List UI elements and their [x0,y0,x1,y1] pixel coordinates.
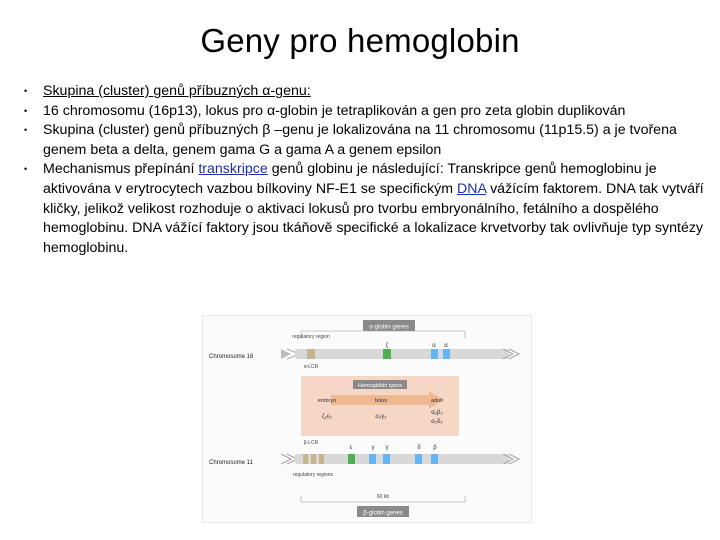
adult-label: adult [431,398,443,404]
bullet-beta-part1: Skupina [43,122,95,139]
zeta-gene-block [383,349,391,359]
delta-gene-block [415,454,422,464]
slide-title: Geny pro hemoglobin [200,22,520,59]
bullet-alpha-cluster [24,82,708,102]
chromosome11-label: Chromosome 11 [209,460,253,466]
alpha-cluster-label: α-globin genes [369,324,409,331]
gamma1-gene-block [369,454,376,464]
fetus-chains: α₂γ₂ [375,414,387,420]
embryo-chains: ζ₂ε₂ [322,414,332,420]
adult-chains-2: α₂δ₂ [431,419,443,425]
alpha-lcr-block [307,349,315,359]
delta-gene-label: δ [417,445,421,451]
alpha2-gene-label: α [444,343,448,349]
chromosome11-bar [281,454,519,464]
beta-cluster-label: β-globin genes [363,510,403,517]
chromosome16-label: Chromosome 16 [209,354,254,360]
beta-lcr-block-2 [311,454,316,464]
gamma2-gene-block [383,454,390,464]
fetus-label: fetus [375,398,387,404]
bullet-beta-part4: je lokalizována na 11 chromosomu (11p15.5) a je tvořena genem beta a delta, genem gama G a gama A a genem epsilon [43,122,677,158]
epsilon-gene-label: ε [349,445,353,451]
zeta-gene-label: ζ [385,343,389,349]
adult-chains: α₂β₂ [431,410,443,416]
alpha1-gene-label: α [432,343,436,349]
globin-genes-figure [202,315,532,523]
hemoglobin-types-label: Hemoglobin types [357,383,403,389]
bullet-dot-icon: • [24,125,28,136]
bullet-list [24,82,708,258]
bullet-alpha-part2: (cluster) [94,83,154,99]
link-transkripce[interactable]: transkripce [198,161,268,178]
bullet-mechanism [24,160,708,258]
bullet-alpha-part1: Skupina [43,83,95,99]
beta-lcr-block-1 [303,454,308,464]
link-dna[interactable]: DNA [456,180,487,197]
alpha2-gene-block [443,349,450,359]
beta-gene-label: β [433,445,437,451]
beta-lcr-block-3 [319,454,324,464]
bullet-dot-icon: • [24,164,28,175]
gamma2-gene-label: γ [385,445,389,451]
bullet-alpha-part3: genů příbuzných α-genu: [153,83,311,99]
bullet-dot-icon: • [24,105,28,116]
beta-gene-block [431,454,438,464]
bullet-chr16-text: 16 chromosomu (16p13), lokus pro α-globin je tetraplikován a gen pro zeta globin duplikován [43,102,626,119]
globin-diagram [203,316,531,522]
beta-lcr-label: β-LCR [303,440,319,446]
alpha1-gene-block [431,349,438,359]
embryo-label: embryo [317,398,337,404]
bullet-mech-part3: genů globinu je následující: Transkripce genů hemoglobinu je aktivována v erytrocytech vazbou bílkoviny NF-E1 se specifickým [43,161,657,197]
bullet-beta-part3: genů příbuzných β –genu [153,122,314,139]
regulatory-region-label: regulatory region [292,334,330,340]
scale-label: 60 kb [376,494,390,500]
bullet-beta-cluster [24,121,708,160]
bullet-mech-part5: vážícím faktorem. DNA tak vytváří kličky, jelikož velikost rozhoduje o aktivaci lokusů pro tvorbu embryonálního, fetálního a dospělého hemoglobinu. DNA vážící faktory jsou tkáňově specifické a lokalizace krvetvorby tak ovlivňuje typ syntézy hemoglobinu. [43,180,704,256]
bullet-mech-part1: Mechanismus přepínání [43,161,199,178]
epsilon-gene-block [348,454,355,464]
chromosome16-bar [281,349,519,359]
gamma1-gene-label: γ [371,445,375,451]
alpha-lcr-label: α-LCR [303,364,319,370]
regulatory-regions-label: regulatory regions [292,472,334,478]
bullet-dot-icon: • [24,86,28,96]
bullet-chromosome16 [24,102,708,122]
bullet-beta-part2: (cluster) [94,122,154,139]
